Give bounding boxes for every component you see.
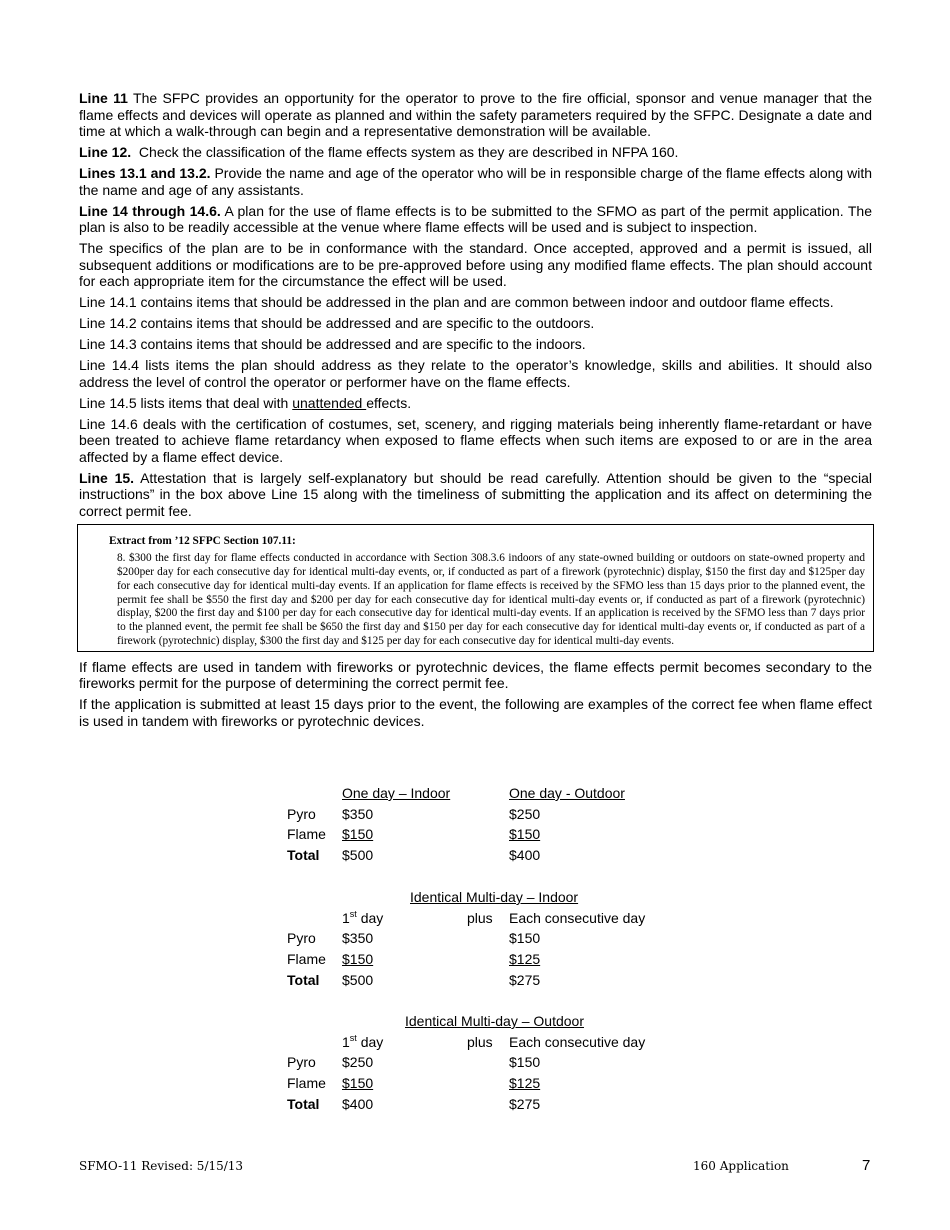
line-label: Line 11 <box>79 90 128 106</box>
paragraph-specifics: The specifics of the plan are to be in conformance with the standard. Once accepted, approved and a permit is issued, all subsequent additions or modifications are to be pre-approved before using any modified flame effects. The plan should account for each appropriate item for the circumstance the effect will be used. <box>79 240 872 289</box>
cell-value: $125 <box>509 1075 541 1092</box>
row-label: Flame <box>287 826 326 843</box>
cell-value: $400 <box>509 847 541 864</box>
table-row-total <box>287 1096 687 1117</box>
row-label: Pyro <box>287 805 316 822</box>
column-header: One day – Indoor <box>342 785 451 801</box>
line-label: Line 14 through 14.6. <box>79 202 221 219</box>
cell-value: $350 <box>342 805 374 822</box>
plus-label: plus <box>467 1033 493 1050</box>
plus-label: plus <box>467 909 493 926</box>
paragraph-examples: If the application is submitted at least 15 days prior to the event, the following are examples of the correct fee when flame effect is used in tandem with fireworks or pyrotechnic devices. <box>79 696 872 729</box>
paragraph-text: Line 14.5 lists items that deal with <box>79 394 293 411</box>
paragraph-text: The SFPC provides an opportunity for the operator to prove to the fire official, sponsor and venue manager that the flame effects and devices will operate as planned and within the safety parameters required by the SFPC. Designate a date and time at which a walk-through can begin and a representative demonstration will be available. <box>79 90 872 139</box>
cell-value: $150 <box>342 951 374 968</box>
column-header: One day - Outdoor <box>509 785 625 801</box>
paragraph-text: Attestation that is largely self-explanatory but should be read carefully. Attention should be given to the “special instructions” in the box above Line 15 along with the timeliness of submitting the application and its affect on determining the correct permit fee. <box>79 469 872 519</box>
paragraph-line-12 <box>79 144 872 161</box>
table-row-total <box>287 972 687 993</box>
paragraph-line-14-6: Line 14.6 deals with the certification of costumes, set, scenery, and rigging materials being inherently flame-retardant or have been treated to achieve flame retardancy when exposed to flame effects when such items are exposed to or are in the area affected by a flame effect device. <box>79 415 872 465</box>
row-label: Flame <box>287 951 326 968</box>
cell-value: $125 <box>509 951 541 968</box>
row-label: Pyro <box>287 1054 316 1071</box>
cell-value: $150 <box>342 826 374 843</box>
table-title-row <box>287 889 687 910</box>
extract-body: 8. $300 the first day for flame effects conducted in accordance with Section 308.3.6 indoors of any state-owned building or outdoors on state-owned property and $200per day for each consecutive day for identical multi-day events, or, if conducted as part of a firework (pyrotechnic) display, $150 the first day and $125per day for each consecutive day for identical multi-day events. If an application for flame effects is received by the SFMO less than 15 days prior to the planned event, the permit fee shall be $550 the first day and $200 per day for each consecutive day for identical multi-day events or, if conducted as part of a firework (pyrotechnic) display, $200 the first day and $100 per day for each consecutive day for identical multi-day events. If an application is received by the SFMO less than 7 days prior to the planned event, the permit fee shall be $650 the first day and $150 per day for each consecutive day for identical multi-day events or, if conducted as part of a firework (pyrotechnic) display, $300 the first day and $125 per day for each consecutive day for identical multi-day events. <box>117 552 865 648</box>
paragraph-text: Check the classification of the flame effects system as they are described in NFPA 160. <box>131 144 679 160</box>
paragraph-line-14-1: Line 14.1 contains items that should be addressed in the plan and are common between indoor and outdoor flame effects. <box>79 294 834 310</box>
paragraph-line-14-2: Line 14.2 contains items that should be addressed and are specific to the outdoors. <box>79 315 595 331</box>
cell-value: $150 <box>509 826 541 843</box>
paragraph-line-14-4: Line 14.4 lists items the plan should address as they relate to the operator’s knowledge, skills and abilities. It should also address the level of control the operator or performer have on the flame effects. <box>79 357 872 390</box>
cell-value: $250 <box>509 805 541 822</box>
table-row <box>287 930 687 951</box>
column-header-first-day: 1st day <box>342 908 384 926</box>
table-header-row <box>287 785 687 806</box>
cell-value: $275 <box>509 971 541 988</box>
fee-table-one-day <box>287 785 687 868</box>
fee-table-multiday-outdoor <box>287 1013 687 1116</box>
table-row <box>287 806 687 827</box>
line-label: Line 12. <box>79 144 132 160</box>
paragraph-line-14-3: Line 14.3 contains items that should be addressed and are specific to the indoors. <box>79 336 586 352</box>
footer-form-name: 160 Application <box>693 1159 789 1173</box>
row-label: Total <box>287 847 320 864</box>
line-label: Lines 13.1 and 13.2. <box>79 165 211 181</box>
cell-value: $250 <box>342 1054 374 1071</box>
paragraph-lines-13 <box>79 165 872 198</box>
page-number: 7 <box>862 1157 871 1174</box>
paragraph-tandem: If flame effects are used in tandem with fireworks or pyrotechnic devices, the flame effects permit becomes secondary to the fireworks permit for the purpose of determining the correct permit fee. <box>79 658 872 692</box>
column-header: Each consecutive day <box>509 909 646 926</box>
paragraph-text: Provide the name and age of the operator who will be in responsible charge of the flame effects along with the name and age of any assistants. <box>79 165 872 198</box>
paragraph-line-11 <box>79 90 872 140</box>
cell-value: $275 <box>509 1095 541 1112</box>
cell-value: $350 <box>342 930 374 947</box>
table-row <box>287 1054 687 1075</box>
extract-title: Extract from ’12 SFPC Section 107.11: <box>109 534 296 547</box>
paragraph-line-15 <box>79 470 872 520</box>
line-label: Line 15. <box>79 469 135 486</box>
table-row <box>287 826 687 847</box>
row-label: Pyro <box>287 930 316 947</box>
column-header: Each consecutive day <box>509 1033 646 1050</box>
table-row <box>287 951 687 972</box>
table-title: Identical Multi-day – Indoor <box>410 889 579 905</box>
table-header-row <box>287 1034 687 1055</box>
cell-value: $150 <box>509 1054 541 1071</box>
cell-value: $500 <box>342 971 374 988</box>
cell-value: $500 <box>342 847 374 864</box>
table-title: Identical Multi-day – Outdoor <box>405 1013 584 1029</box>
table-row-total <box>287 847 687 868</box>
footer-revision: SFMO-11 Revised: 5/15/13 <box>79 1159 244 1173</box>
extract-box <box>77 524 874 652</box>
row-label: Flame <box>287 1075 326 1092</box>
table-row <box>287 1075 687 1096</box>
cell-value: $150 <box>509 930 541 947</box>
column-header-first-day: 1st day <box>342 1032 384 1050</box>
document-body <box>79 90 872 734</box>
row-label: Total <box>287 1095 320 1112</box>
paragraph-line-14-5 <box>79 395 872 412</box>
paragraph-line-14 <box>79 203 872 236</box>
fee-table-multiday-indoor <box>287 889 687 992</box>
cell-value: $150 <box>342 1075 374 1092</box>
table-header-row <box>287 910 687 931</box>
table-title-row <box>287 1013 687 1034</box>
row-label: Total <box>287 971 320 988</box>
cell-value: $400 <box>342 1095 374 1112</box>
underlined-word: unattended <box>292 394 367 411</box>
paragraph-text: A plan for the use of flame effects is to be submitted to the SFMO as part of the permit application. The plan is also to be readily accessible at the venue where flame effects will be used and is subject to inspection. <box>79 202 872 235</box>
paragraph-text: effects. <box>366 394 412 411</box>
